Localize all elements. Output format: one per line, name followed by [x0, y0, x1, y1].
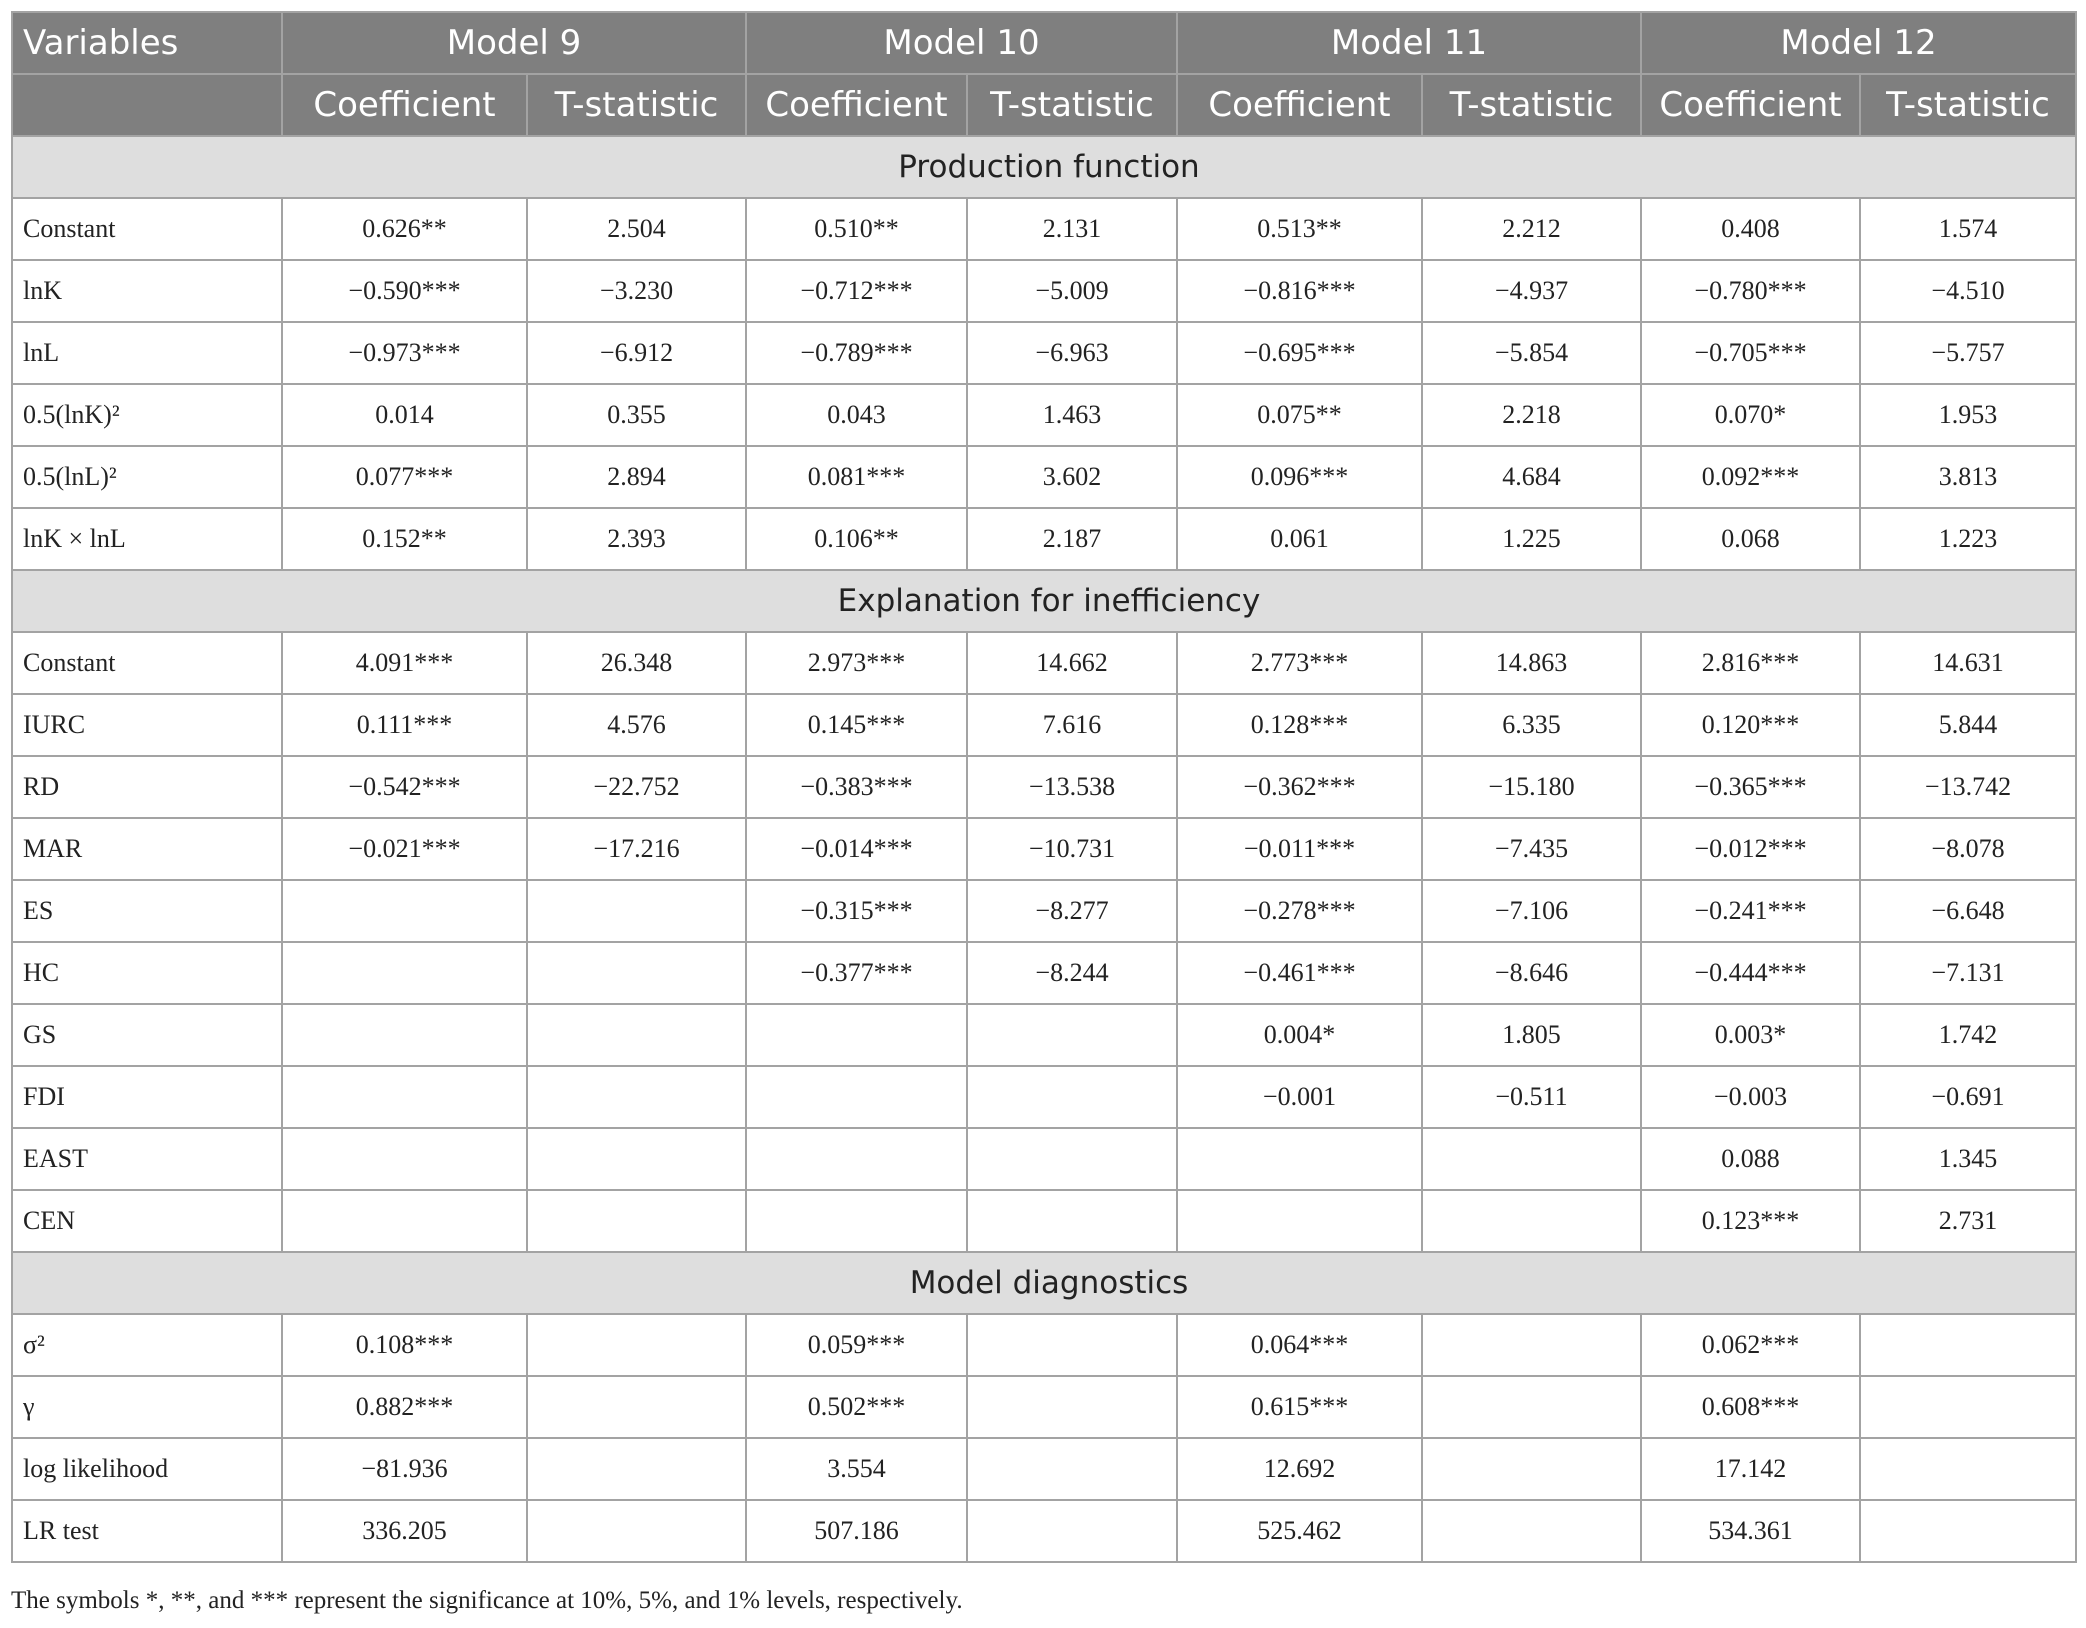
- variable-name-cell: ES: [12, 880, 282, 942]
- table-row: [12, 1066, 2076, 1128]
- coefficient-cell: −0.780***: [1641, 260, 1860, 322]
- table-header: [12, 12, 2076, 136]
- t-statistic-cell: −4.937: [1422, 260, 1641, 322]
- coefficient-cell: 0.088: [1641, 1128, 1860, 1190]
- table-row: [12, 508, 2076, 570]
- t-statistic-cell: [1422, 1128, 1641, 1190]
- coefficient-cell: −0.461***: [1177, 942, 1422, 1004]
- table-row: [12, 880, 2076, 942]
- t-statistic-cell: 1.345: [1860, 1128, 2076, 1190]
- coefficient-cell: −0.590***: [282, 260, 527, 322]
- t-statistic-cell: 0.355: [527, 384, 746, 446]
- t-statistic-cell: 2.894: [527, 446, 746, 508]
- table-row: [12, 446, 2076, 508]
- t-statistic-cell: [1422, 1190, 1641, 1252]
- variable-name-cell: GS: [12, 1004, 282, 1066]
- t-statistic-cell: 4.576: [527, 694, 746, 756]
- blank-header-cell: [12, 74, 282, 136]
- variable-name-cell: lnK: [12, 260, 282, 322]
- t-statistic-cell: −6.963: [967, 322, 1177, 384]
- coefficient-cell: 0.111***: [282, 694, 527, 756]
- t-statistic-cell: [1422, 1500, 1641, 1562]
- t-statistic-cell: −0.691: [1860, 1066, 2076, 1128]
- section-title: Production function: [12, 136, 2076, 198]
- t-statistic-cell: 1.223: [1860, 508, 2076, 570]
- t-statistic-cell: 7.616: [967, 694, 1177, 756]
- t-statistic-cell: 14.631: [1860, 632, 2076, 694]
- t-statistic-cell: −13.538: [967, 756, 1177, 818]
- coefficient-cell: 0.145***: [746, 694, 967, 756]
- t-statistic-cell: [527, 1128, 746, 1190]
- coefficient-cell: [282, 942, 527, 1004]
- table-row: [12, 1314, 2076, 1376]
- results-table: [11, 11, 2077, 1563]
- t-statistic-cell: −22.752: [527, 756, 746, 818]
- t-statistic-cell: 1.805: [1422, 1004, 1641, 1066]
- variable-name-cell: LR test: [12, 1500, 282, 1562]
- variable-name-cell: γ: [12, 1376, 282, 1438]
- results-table-container: [11, 11, 2075, 1563]
- coefficient-cell: 0.004*: [1177, 1004, 1422, 1066]
- coefficient-cell: −0.241***: [1641, 880, 1860, 942]
- t-statistic-cell: −8.277: [967, 880, 1177, 942]
- t-statistic-cell: [1860, 1500, 2076, 1562]
- t-statistic-cell: −17.216: [527, 818, 746, 880]
- coefficient-cell: 0.075**: [1177, 384, 1422, 446]
- section-title: Model diagnostics: [12, 1252, 2076, 1314]
- t-statistic-cell: 2.187: [967, 508, 1177, 570]
- t-statistic-cell: [527, 1066, 746, 1128]
- coefficient-header: Coefficient: [1177, 74, 1422, 136]
- variable-name-cell: 0.5(lnL)²: [12, 446, 282, 508]
- t-statistic-cell: 1.574: [1860, 198, 2076, 260]
- t-statistic-cell: [527, 1004, 746, 1066]
- coefficient-cell: 0.096***: [1177, 446, 1422, 508]
- coefficient-cell: −0.377***: [746, 942, 967, 1004]
- t-statistic-cell: 2.504: [527, 198, 746, 260]
- table-row: [12, 1190, 2076, 1252]
- t-statistic-cell: 14.662: [967, 632, 1177, 694]
- table-row: [12, 694, 2076, 756]
- t-statistic-cell: [967, 1190, 1177, 1252]
- t-statistic-cell: [527, 1190, 746, 1252]
- coefficient-cell: 2.816***: [1641, 632, 1860, 694]
- table-row: [12, 1376, 2076, 1438]
- t-statistic-cell: 2.731: [1860, 1190, 2076, 1252]
- coefficient-cell: 534.361: [1641, 1500, 1860, 1562]
- variable-name-cell: FDI: [12, 1066, 282, 1128]
- coefficient-cell: −0.973***: [282, 322, 527, 384]
- t-statistic-cell: [967, 1066, 1177, 1128]
- t-statistic-cell: −0.511: [1422, 1066, 1641, 1128]
- coefficient-cell: 3.554: [746, 1438, 967, 1500]
- coefficient-cell: −0.444***: [1641, 942, 1860, 1004]
- coefficient-cell: [282, 1066, 527, 1128]
- t-statistic-cell: −8.646: [1422, 942, 1641, 1004]
- coefficient-cell: −0.383***: [746, 756, 967, 818]
- t-statistic-cell: [967, 1500, 1177, 1562]
- table-row: [12, 1004, 2076, 1066]
- variable-name-cell: HC: [12, 942, 282, 1004]
- model-11-header: Model 11: [1177, 12, 1641, 74]
- header-row-models: [12, 12, 2076, 74]
- t-statistic-cell: 14.863: [1422, 632, 1641, 694]
- coefficient-cell: 0.408: [1641, 198, 1860, 260]
- coefficient-cell: −0.712***: [746, 260, 967, 322]
- table-row: [12, 384, 2076, 446]
- variable-name-cell: σ²: [12, 1314, 282, 1376]
- t-statistic-cell: −13.742: [1860, 756, 2076, 818]
- t-statistic-cell: [967, 1128, 1177, 1190]
- t-statistic-cell: 5.844: [1860, 694, 2076, 756]
- coefficient-cell: −0.789***: [746, 322, 967, 384]
- t-statistic-cell: −8.244: [967, 942, 1177, 1004]
- variables-header: Variables: [12, 12, 282, 74]
- coefficient-cell: 0.070*: [1641, 384, 1860, 446]
- coefficient-cell: −0.011***: [1177, 818, 1422, 880]
- coefficient-cell: 0.128***: [1177, 694, 1422, 756]
- table-row: [12, 1438, 2076, 1500]
- coefficient-cell: [746, 1128, 967, 1190]
- t-statistic-cell: [967, 1004, 1177, 1066]
- coefficient-cell: 0.120***: [1641, 694, 1860, 756]
- coefficient-cell: 0.510**: [746, 198, 967, 260]
- header-row-stats: [12, 74, 2076, 136]
- coefficient-cell: −0.365***: [1641, 756, 1860, 818]
- model-12-header: Model 12: [1641, 12, 2076, 74]
- t-statistic-cell: [1422, 1314, 1641, 1376]
- coefficient-cell: −0.012***: [1641, 818, 1860, 880]
- coefficient-cell: 2.973***: [746, 632, 967, 694]
- t-statistic-cell: 1.953: [1860, 384, 2076, 446]
- coefficient-cell: 0.059***: [746, 1314, 967, 1376]
- coefficient-cell: 0.068: [1641, 508, 1860, 570]
- coefficient-cell: 0.502***: [746, 1376, 967, 1438]
- coefficient-cell: [282, 1004, 527, 1066]
- coefficient-cell: 4.091***: [282, 632, 527, 694]
- coefficient-cell: 507.186: [746, 1500, 967, 1562]
- t-statistic-cell: [1860, 1438, 2076, 1500]
- t-statistic-cell: −5.009: [967, 260, 1177, 322]
- t-statistic-cell: 6.335: [1422, 694, 1641, 756]
- section-header-row: [12, 570, 2076, 632]
- variable-name-cell: 0.5(lnK)²: [12, 384, 282, 446]
- table-row: [12, 198, 2076, 260]
- t-statistic-cell: 2.218: [1422, 384, 1641, 446]
- variable-name-cell: RD: [12, 756, 282, 818]
- t-statistic-cell: [527, 1314, 746, 1376]
- coefficient-cell: 0.081***: [746, 446, 967, 508]
- variable-name-cell: lnK × lnL: [12, 508, 282, 570]
- t-statistic-header: T-statistic: [1860, 74, 2076, 136]
- coefficient-cell: 0.064***: [1177, 1314, 1422, 1376]
- coefficient-cell: 0.092***: [1641, 446, 1860, 508]
- t-statistic-cell: −6.648: [1860, 880, 2076, 942]
- coefficient-cell: −0.695***: [1177, 322, 1422, 384]
- t-statistic-cell: [1422, 1376, 1641, 1438]
- t-statistic-cell: [1422, 1438, 1641, 1500]
- t-statistic-cell: 1.225: [1422, 508, 1641, 570]
- coefficient-cell: 0.062***: [1641, 1314, 1860, 1376]
- coefficient-cell: [282, 1190, 527, 1252]
- t-statistic-cell: −4.510: [1860, 260, 2076, 322]
- t-statistic-cell: [967, 1314, 1177, 1376]
- coefficient-cell: 0.003*: [1641, 1004, 1860, 1066]
- coefficient-cell: 0.106**: [746, 508, 967, 570]
- coefficient-cell: −0.362***: [1177, 756, 1422, 818]
- table-row: [12, 756, 2076, 818]
- coefficient-cell: [746, 1190, 967, 1252]
- coefficient-cell: −0.315***: [746, 880, 967, 942]
- coefficient-cell: 0.077***: [282, 446, 527, 508]
- coefficient-cell: [1177, 1128, 1422, 1190]
- t-statistic-cell: [527, 1376, 746, 1438]
- table-row: [12, 818, 2076, 880]
- t-statistic-header: T-statistic: [967, 74, 1177, 136]
- variable-name-cell: Constant: [12, 632, 282, 694]
- t-statistic-cell: [527, 1500, 746, 1562]
- t-statistic-header: T-statistic: [527, 74, 746, 136]
- t-statistic-cell: [967, 1438, 1177, 1500]
- t-statistic-cell: 1.463: [967, 384, 1177, 446]
- t-statistic-cell: −7.106: [1422, 880, 1641, 942]
- coefficient-cell: 0.513**: [1177, 198, 1422, 260]
- t-statistic-cell: 4.684: [1422, 446, 1641, 508]
- t-statistic-cell: −8.078: [1860, 818, 2076, 880]
- coefficient-cell: 0.108***: [282, 1314, 527, 1376]
- table-row: [12, 942, 2076, 1004]
- coefficient-cell: 12.692: [1177, 1438, 1422, 1500]
- coefficient-cell: −0.278***: [1177, 880, 1422, 942]
- coefficient-cell: −0.014***: [746, 818, 967, 880]
- variable-name-cell: CEN: [12, 1190, 282, 1252]
- table-body: [12, 136, 2076, 1562]
- t-statistic-cell: −15.180: [1422, 756, 1641, 818]
- variable-name-cell: log likelihood: [12, 1438, 282, 1500]
- coefficient-cell: −0.021***: [282, 818, 527, 880]
- coefficient-cell: [746, 1004, 967, 1066]
- t-statistic-cell: −5.854: [1422, 322, 1641, 384]
- coefficient-cell: −0.003: [1641, 1066, 1860, 1128]
- variable-name-cell: lnL: [12, 322, 282, 384]
- footnote: The symbols *, **, and *** represent the significance at 10%, 5%, and 1% levels, respectively.: [11, 1587, 963, 1614]
- coefficient-header: Coefficient: [1641, 74, 1860, 136]
- t-statistic-header: T-statistic: [1422, 74, 1641, 136]
- t-statistic-cell: 3.602: [967, 446, 1177, 508]
- t-statistic-cell: [967, 1376, 1177, 1438]
- coefficient-cell: −0.542***: [282, 756, 527, 818]
- coefficient-cell: −0.705***: [1641, 322, 1860, 384]
- t-statistic-cell: 3.813: [1860, 446, 2076, 508]
- model-10-header: Model 10: [746, 12, 1177, 74]
- t-statistic-cell: [527, 880, 746, 942]
- coefficient-cell: 2.773***: [1177, 632, 1422, 694]
- section-header-row: [12, 136, 2076, 198]
- t-statistic-cell: −10.731: [967, 818, 1177, 880]
- t-statistic-cell: 2.393: [527, 508, 746, 570]
- model-9-header: Model 9: [282, 12, 746, 74]
- t-statistic-cell: −5.757: [1860, 322, 2076, 384]
- coefficient-cell: 17.142: [1641, 1438, 1860, 1500]
- section-header-row: [12, 1252, 2076, 1314]
- coefficient-cell: 336.205: [282, 1500, 527, 1562]
- t-statistic-cell: 2.131: [967, 198, 1177, 260]
- coefficient-cell: 525.462: [1177, 1500, 1422, 1562]
- t-statistic-cell: [1860, 1376, 2076, 1438]
- variable-name-cell: EAST: [12, 1128, 282, 1190]
- coefficient-cell: −0.816***: [1177, 260, 1422, 322]
- coefficient-header: Coefficient: [282, 74, 527, 136]
- coefficient-cell: 0.123***: [1641, 1190, 1860, 1252]
- coefficient-cell: 0.615***: [1177, 1376, 1422, 1438]
- coefficient-cell: 0.043: [746, 384, 967, 446]
- coefficient-cell: [1177, 1190, 1422, 1252]
- coefficient-cell: 0.061: [1177, 508, 1422, 570]
- coefficient-cell: −0.001: [1177, 1066, 1422, 1128]
- coefficient-cell: 0.882***: [282, 1376, 527, 1438]
- t-statistic-cell: 2.212: [1422, 198, 1641, 260]
- t-statistic-cell: 26.348: [527, 632, 746, 694]
- table-row: [12, 632, 2076, 694]
- coefficient-cell: [746, 1066, 967, 1128]
- coefficient-cell: [282, 880, 527, 942]
- t-statistic-cell: −6.912: [527, 322, 746, 384]
- variable-name-cell: Constant: [12, 198, 282, 260]
- table-row: [12, 1500, 2076, 1562]
- t-statistic-cell: [527, 942, 746, 1004]
- coefficient-header: Coefficient: [746, 74, 967, 136]
- section-title: Explanation for inefficiency: [12, 570, 2076, 632]
- variable-name-cell: IURC: [12, 694, 282, 756]
- coefficient-cell: 0.014: [282, 384, 527, 446]
- coefficient-cell: [282, 1128, 527, 1190]
- variable-name-cell: MAR: [12, 818, 282, 880]
- table-row: [12, 1128, 2076, 1190]
- table-row: [12, 322, 2076, 384]
- coefficient-cell: 0.608***: [1641, 1376, 1860, 1438]
- coefficient-cell: 0.626**: [282, 198, 527, 260]
- t-statistic-cell: [527, 1438, 746, 1500]
- t-statistic-cell: −3.230: [527, 260, 746, 322]
- t-statistic-cell: −7.435: [1422, 818, 1641, 880]
- t-statistic-cell: −7.131: [1860, 942, 2076, 1004]
- table-row: [12, 260, 2076, 322]
- coefficient-cell: −81.936: [282, 1438, 527, 1500]
- coefficient-cell: 0.152**: [282, 508, 527, 570]
- t-statistic-cell: 1.742: [1860, 1004, 2076, 1066]
- t-statistic-cell: [1860, 1314, 2076, 1376]
